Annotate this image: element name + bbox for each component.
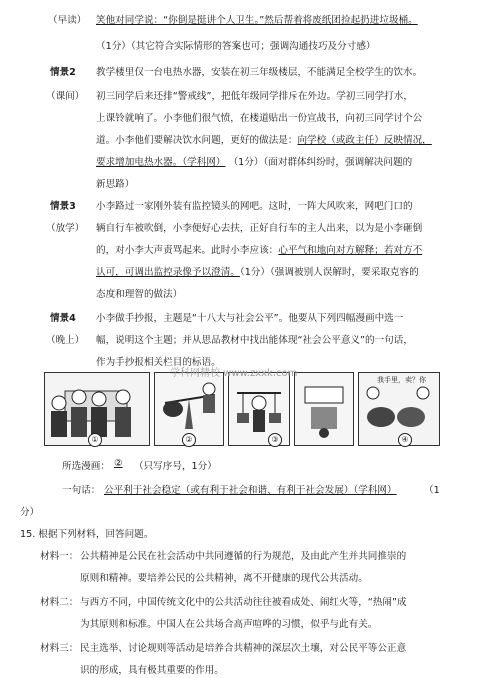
selected-comic-note: （只写序号，1分） (134, 461, 217, 472)
text (96, 242, 422, 256)
text: 辆自行车被吹倒，小李便好心去扶，正好自行车的主人出来，以为是小李砸倒 (96, 223, 423, 234)
material-1-text: 公共精神是公民在社会活动中共同遵循的行为规范，及由此产生并共同推崇的 (80, 551, 407, 562)
answer-text: 心平气和地向对方解释；若对方不 (278, 245, 423, 256)
selected-comic-answer: ② (114, 458, 123, 469)
text: 新思路） (96, 179, 135, 190)
material-1-text: 原则和精神。要培养公民的公共精神，离不开健康的现代公共活动。 (80, 573, 368, 584)
text: 小李做手抄报，主题是“十八大与社会公平”。他要从下列四幅漫画中选一 (96, 313, 404, 324)
text: 幅，说明这个主题；并从思品教材中找出能体现“社会公平意义”的一句话， (96, 335, 413, 346)
question-15-title: 15. 根据下列材料，回答问题。 (20, 529, 154, 540)
answer-text: 要求增加电热水器。（学科网） (96, 157, 226, 168)
score-note: （1分）（其它符合实际情形的答案也可；强调沟通技巧及分寸感） (96, 41, 376, 52)
material-1-label: 材料一： (40, 551, 79, 562)
material-3-label: 材料三： (40, 643, 79, 654)
comic-number-3: ③ (268, 433, 282, 447)
score-note: （1分）（强调被别人误解时，要采取克容的 (239, 267, 419, 278)
text: 作为手抄报相关栏目的标语。 (96, 357, 221, 368)
text (96, 132, 432, 146)
situation-4-time: （晚上） (46, 335, 85, 346)
text-part: 道。小李他们要解决饮水问题，更好的做法是： (96, 135, 298, 146)
comic-image-3 (228, 372, 290, 446)
situation-2-label: 情景2 (50, 67, 76, 78)
text: 上课铃就响了。小李他们很气愤，在楼道贴出一份宣战书，向初三同学讨个公 (96, 113, 423, 124)
comic-number-1: ① (88, 433, 102, 447)
text-part: 的，对小李大声责骂起来。此时小李应该： (96, 245, 279, 256)
material-2-text: 为其原则和标准。中国人在公共场合高声喧哗的习惯，似乎与此有关。 (80, 619, 378, 630)
text: 教学楼里仅一台电热水器，安装在初三年级楼层，不能满足全校学生的饮水。 (96, 67, 423, 78)
material-3-text: 民主选举、讨论规则等活动是培养合共精神的深层次土壤，对公民平等公正意 (80, 643, 407, 654)
material-2-text: 与西方不同，中国传统文化中的公共活动往往被看成处、闹红火等，“热闹”成 (80, 597, 407, 608)
text: 初三同学后来还排“警戒线”，把低年级同学排斥在外边。学初三同学打水， (96, 91, 413, 102)
comic-4-caption: 我手里，卖？你 (377, 376, 426, 384)
sentence-score: （1 (424, 485, 440, 496)
answer-text: 认可，可调出监控录像予以澄清。 (96, 267, 240, 278)
text (96, 264, 419, 278)
answer-text: 笑他对同学说：“你倒是挺讲个人卫生。”然后帮着将废纸团捡起扔进垃圾桶。 (96, 15, 418, 26)
watermark: 学科网精校 www.zxxk.com (170, 368, 298, 379)
comic-3b-drawing (295, 373, 353, 445)
text: 态度和理智的做法） (96, 289, 183, 300)
material-3-text: 识的形成，具有极其重要的作用。 (80, 665, 224, 676)
situation-2-time: （课间） (46, 91, 85, 102)
answer-text: 向学校（或政主任）反映情况， (297, 135, 432, 146)
comic-number-4: ④ (398, 433, 412, 447)
text (96, 154, 412, 168)
sentence-score-tail: 分） (20, 507, 40, 518)
sentence-answer: 公平利于社会稳定（或有利于社会和谐、有利于社会发展）（学科网） (104, 485, 397, 496)
situation-4-label: 情景4 (50, 313, 76, 324)
text: 小李路过一家刚外装有监控镜头的网吧。这时，一阵大风吹来，网吧门口的 (96, 201, 413, 212)
situation-3-label: 情景3 (50, 201, 76, 212)
score-note: （1分）（面对群体纠纷时，强调解决问题的 (228, 157, 413, 168)
comic-number-2: ② (182, 433, 196, 447)
material-2-label: 材料二： (40, 597, 79, 608)
situation-1-time: （早读） (48, 15, 87, 26)
comic-image-3b (294, 372, 354, 446)
sentence-label: 一句话： (62, 485, 101, 496)
situation-3-time: （放学） (46, 223, 85, 234)
selected-comic-label: 所选漫画： (62, 461, 110, 472)
